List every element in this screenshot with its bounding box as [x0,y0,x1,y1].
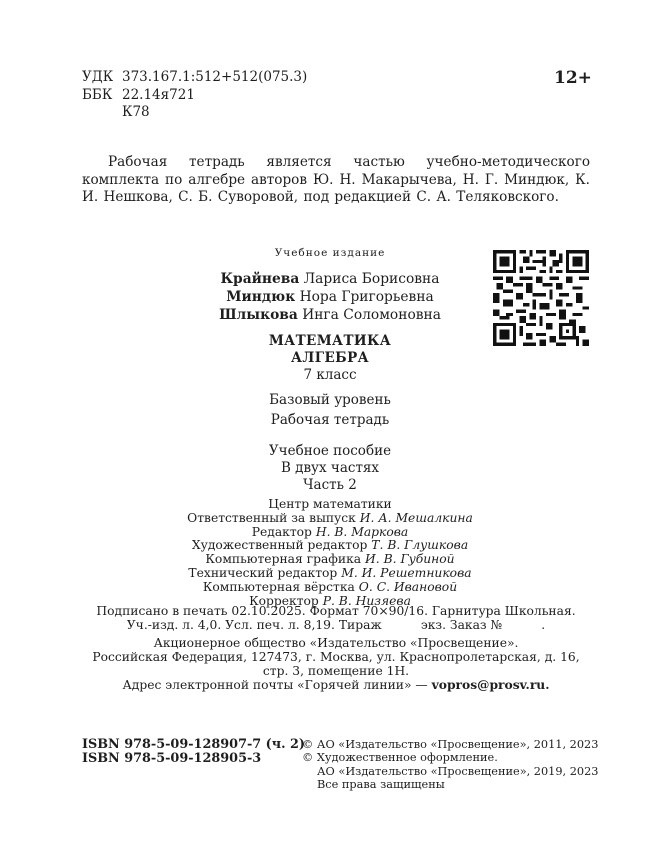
parts-part: Часть 2 [303,477,357,493]
parts-block [170,443,490,494]
parts-in-parts: В двух частях [280,460,380,476]
authors-list [170,270,490,324]
copyright-line: © Художественное оформление. [302,751,498,765]
staff-row: Редактор Н. В. Маркова [251,524,409,539]
udk-label: УДК [82,69,114,85]
bbk-label: ББК [82,86,113,103]
title-grade: 7 класс [303,367,357,383]
copyright-line: АО «Издательство «Просвещение», 2019, 2023 [317,764,599,778]
publisher-address-2: стр. 3, помещение 1Н. [262,664,410,678]
isbn-set: ISBN 978-5-09-128905-3 [82,751,262,766]
author-surname: Миндюк [226,289,296,305]
hotline-email[interactable]: vopros@prosv.ru. [431,677,550,692]
classification-block [82,69,307,122]
edition-type: Учебное издание [274,247,386,259]
hotline-label: Адрес электронной почты «Горячей линии» — [122,678,432,692]
publisher-address-1: Российская Федерация, 127473, г. Москва, ул. Краснопролетарская, д. 16, [92,650,580,664]
udk-row [82,69,307,87]
title-subject: МАТЕМАТИКА [268,333,392,349]
hotline [82,677,590,692]
bbk-row [82,87,307,105]
publisher-name: Акционерное общество «Издательство «Просвещение». [153,636,519,650]
author-surname: Крайнева [220,271,300,287]
author-surname: Шлыкова [219,307,298,323]
author-given: Лариса Борисовна [303,271,440,287]
staff-row: Центр математики [268,497,392,511]
author-given: Нора Григорьевна [299,289,434,305]
author [170,270,490,288]
author [170,306,490,324]
staff-row: Технический редактор М. И. Решетникова [188,565,472,580]
staff-row: Ответственный за выпуск И. А. Мешалкина [187,510,473,525]
isbn-part: ISBN 978-5-09-128907-7 (ч. 2) [82,737,305,752]
udk-value: 373.167.1:512+512(075.3) [122,69,308,85]
title-subtitle: АЛГЕБРА [290,350,370,366]
title-level: Базовый уровень [269,392,391,408]
author [170,288,490,306]
staff-row: Компьютерная графика И. В. Губиной [205,552,455,567]
copyright-block [302,738,599,792]
annotation: Рабочая тетрадь является частью учебно-методического комплекта по алгебре авторов Ю. Н. Макарычева, Н. Г. Миндюк, К. И. Нешкова, С. Б. Суворовой, под редакцией С. А. Теляковского. [82,154,590,206]
print-line-1: Подписано в печать 02.10.2025. Формат 70×90/16. Гарнитура Школьная. [96,604,576,618]
staff-row: Компьютерная вёрстка О. С. Ивановой [202,579,458,594]
age-rating: 12+ [554,68,592,88]
title-kind: Рабочая тетрадь [270,412,390,428]
parts-type: Учебное пособие [268,443,392,459]
publisher-info [82,636,590,678]
author-given: Инга Соломоновна [302,307,441,323]
staff-list [110,498,550,608]
staff-row: Корректор Р. В. Низяева [249,593,411,608]
isbn-block [82,738,305,766]
staff-row: Художественный редактор Т. В. Глушкова [191,538,469,553]
author-mark: К78 [122,104,150,120]
copyright-line: © АО «Издательство «Просвещение», 2011, 2023 [302,738,599,751]
qr-code-icon [493,250,589,346]
print-line-2: Уч.-изд. л. 4,0. Усл. печ. л. 8,19. Тираж экз. Заказ № . [126,618,546,632]
bbk-value: 22.14я721 [122,86,195,103]
rights-reserved: Все права защищены [317,778,445,792]
print-info [82,604,590,632]
title-block [170,333,490,384]
author-mark-row [82,104,307,122]
